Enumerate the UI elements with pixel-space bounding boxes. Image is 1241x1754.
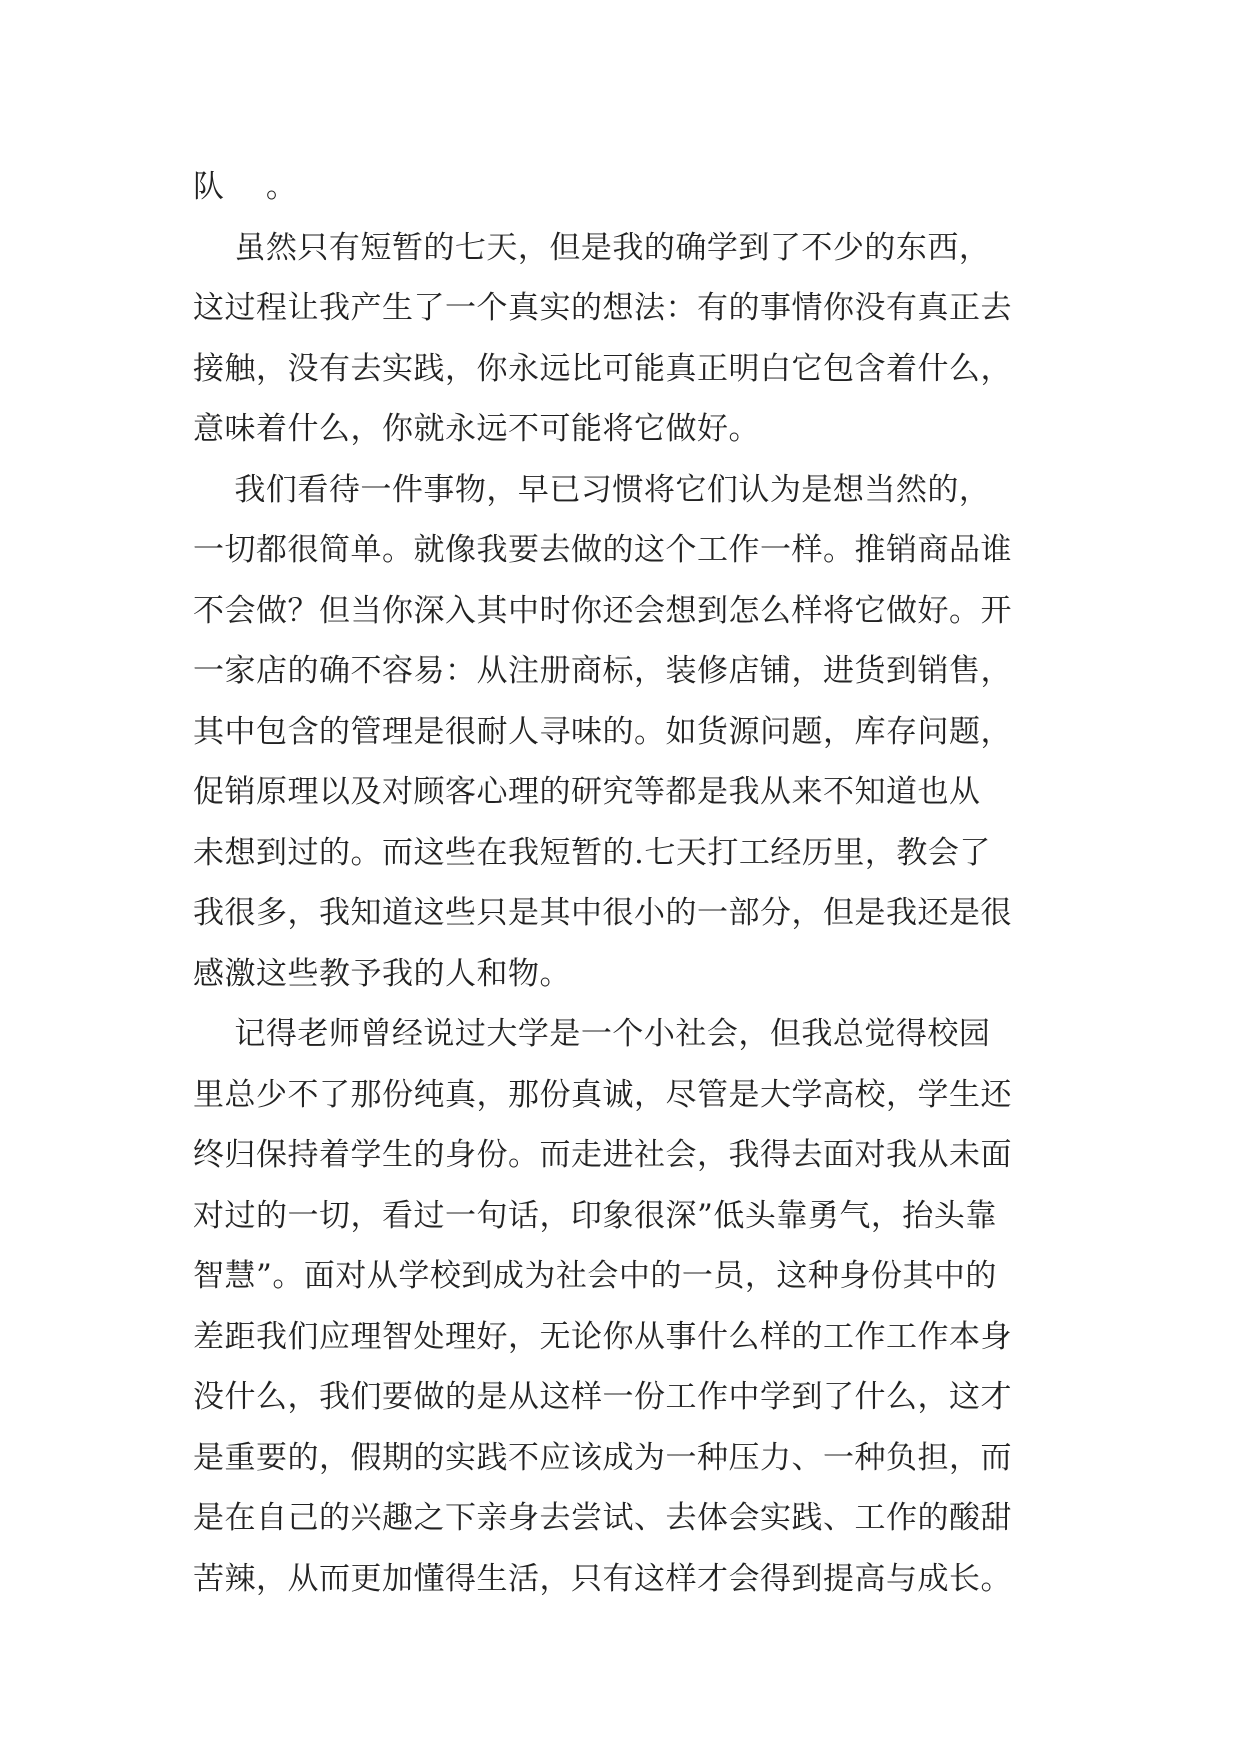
text-line: 是重要的，假期的实践不应该成为一种压力、一种负担，而 <box>193 1439 1012 1476</box>
text-line: 没什么，我们要做的是从这样一份工作中学到了什么，这才 <box>193 1379 1012 1415</box>
text-line: 终归保持着学生的身份。而走进社会，我得去面对我从未面 <box>193 1137 1012 1173</box>
text-line: 是在自己的兴趣之下亲身去尝试、去体会实践、工作的酸甜 <box>193 1500 1012 1536</box>
body-text <box>193 157 1068 1609</box>
text-line: 未想到过的。而这些在我短暂的.七天打工经历里，教会了 <box>193 834 991 871</box>
text-line: 其中包含的管理是很耐人寻味的。如货源问题，库存问题， <box>193 713 1012 750</box>
text-line: 苦辣，从而更加懂得生活，只有这样才会得到提高与成长。 <box>193 1560 1012 1597</box>
text-line: 里总少不了那份纯真，那份真诚，尽管是大学高校，学生还 <box>193 1076 1012 1113</box>
text-line: 接触，没有去实践，你永远比可能真正明白它包含着什么， <box>193 350 1012 387</box>
text-line: 感激这些教予我的人和物。 <box>193 955 571 992</box>
text-line: 对过的一切，看过一句话，印象很深”低头靠勇气，抬头靠 <box>193 1197 997 1234</box>
text-line: 这过程让我产生了一个真实的想法：有的事情你没有真正去 <box>193 290 1012 326</box>
text-line: 差距我们应理智处理好，无论你从事什么样的工作工作本身 <box>193 1318 1012 1355</box>
text-line: 不会做？但当你深入其中时你还会想到怎么样将它做好。开 <box>193 592 1012 629</box>
text-line: 队 。 <box>193 169 298 205</box>
text-line: 记得老师曾经说过大学是一个小社会，但我总觉得校园 <box>193 1016 991 1052</box>
text-line: 一家店的确不容易：从注册商标，装修店铺，进货到销售， <box>193 653 1012 689</box>
text-line: 意味着什么，你就永远不可能将它做好。 <box>193 411 760 447</box>
text-line: 促销原理以及对顾客心理的研究等都是我从来不知道也从 <box>193 774 981 810</box>
text-line: 虽然只有短暂的七天，但是我的确学到了不少的东西， <box>193 229 991 266</box>
text-line: 一切都很简单。就像我要去做的这个工作一样。推销商品谁 <box>193 532 1012 568</box>
text-line: 智慧”。面对从学校到成为社会中的一员，这种身份其中的 <box>193 1258 997 1294</box>
text-line: 我很多，我知道这些只是其中很小的一部分，但是我还是很 <box>193 895 1012 931</box>
text-line: 我们看待一件事物，早已习惯将它们认为是想当然的， <box>193 471 991 508</box>
